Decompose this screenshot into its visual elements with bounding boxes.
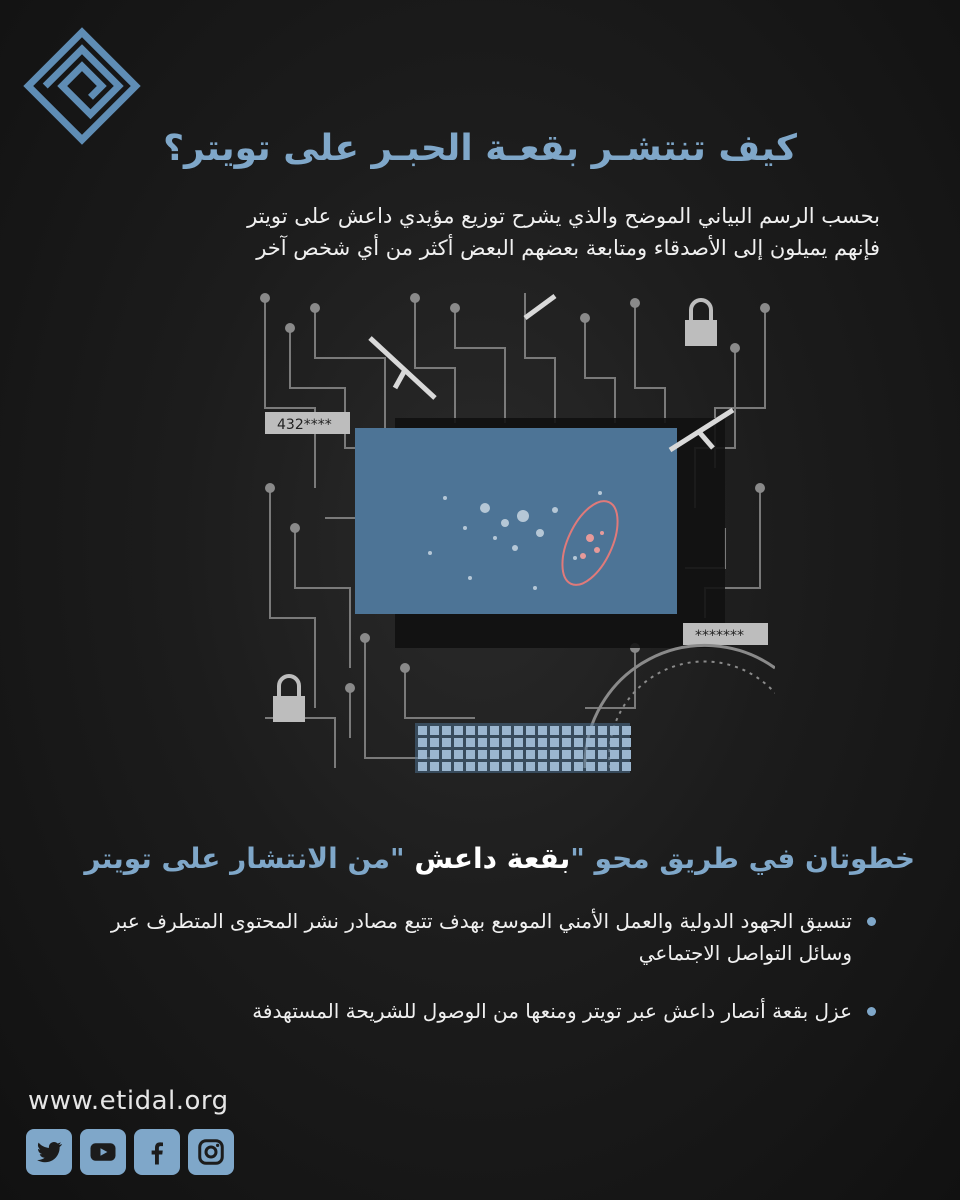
keyboard-key [430, 762, 439, 771]
steps-heading [40, 842, 915, 875]
keyboard-key [478, 762, 487, 771]
keyboard-key [586, 738, 595, 747]
screen [355, 428, 677, 614]
instagram-button[interactable] [188, 1129, 234, 1175]
steps-heading-part-1: خطوتان في طريق محو " [570, 842, 915, 875]
keyboard-key [562, 726, 571, 735]
keyboard-key [442, 738, 451, 747]
keyboard-key [550, 750, 559, 759]
keyboard-key [418, 738, 427, 747]
padlock-icon [273, 676, 305, 722]
keyboard-key [430, 750, 439, 759]
intro-line-1: بحسب الرسم البياني الموضح والذي يشرح توزيع مؤيدي داعش على تويتر [247, 204, 880, 228]
keyboard-key [562, 738, 571, 747]
keyboard-key [610, 762, 619, 771]
keyboard-key [574, 726, 583, 735]
list-item: عزل بقعة أنصار داعش عبر تويتر ومنعها من الوصول للشريحة المستهدفة [90, 995, 880, 1027]
facebook-button[interactable] [134, 1129, 180, 1175]
keyboard-key [526, 726, 535, 735]
keyboard-key [502, 750, 511, 759]
keyboard-key [490, 762, 499, 771]
keyboard-key [466, 750, 475, 759]
keyboard-key [478, 738, 487, 747]
keyboard-key [526, 738, 535, 747]
keyboard-key [622, 762, 631, 771]
keyboard-key [586, 750, 595, 759]
keyboard-key [490, 750, 499, 759]
keyboard-key [574, 738, 583, 747]
keyboard-key [442, 726, 451, 735]
keyboard-key [610, 750, 619, 759]
keyboard-key [574, 750, 583, 759]
website-link[interactable]: www.etidal.org [28, 1086, 229, 1116]
facebook-icon [142, 1137, 172, 1167]
keyboard-key [526, 762, 535, 771]
keyboard-key [550, 726, 559, 735]
keyboard-key [598, 738, 607, 747]
list-item: تنسيق الجهود الدولية والعمل الأمني الموسع بهدف تتبع مصادر نشر المحتوى المتطرف عبر وسائل التواصل الاجتماعي [90, 905, 880, 969]
keyboard-key [622, 726, 631, 735]
youtube-button[interactable] [80, 1129, 126, 1175]
keyboard-key [430, 726, 439, 735]
keyboard-key [538, 738, 547, 747]
keyboard-key [514, 750, 523, 759]
keyboard-key [514, 762, 523, 771]
steps-heading-part-2: "من الانتشار على تويتر [84, 842, 415, 875]
intro-line-2: فإنهم يميلون إلى الأصدقاء ومتابعة بعضهم البعض أكثر من أي شخص آخر [256, 236, 880, 260]
social-links [26, 1129, 234, 1175]
keyboard-key [514, 726, 523, 735]
code-label-1: 432**** [277, 417, 332, 433]
keyboard-key [442, 762, 451, 771]
keyboard-key [454, 750, 463, 759]
keyboard-key [418, 726, 427, 735]
keyboard-key [442, 750, 451, 759]
keyboard-key [454, 762, 463, 771]
code-label-2: ******* [695, 628, 744, 644]
keyboard-key [490, 726, 499, 735]
keyboard-key [562, 750, 571, 759]
keyboard-key [538, 762, 547, 771]
keyboard-key [454, 726, 463, 735]
twitter-button[interactable] [26, 1129, 72, 1175]
keyboard-key [418, 750, 427, 759]
keyboard-key [550, 738, 559, 747]
steps-list [90, 905, 880, 1053]
keyboard-key [430, 738, 439, 747]
instagram-icon [196, 1137, 226, 1167]
keyboard-key [610, 726, 619, 735]
keyboard-key [502, 762, 511, 771]
keyboard-key [598, 750, 607, 759]
keyboard-key [466, 738, 475, 747]
keyboard-key [526, 750, 535, 759]
keyboard-key [466, 762, 475, 771]
keyboard-key [610, 738, 619, 747]
keyboard-key [562, 762, 571, 771]
youtube-icon [88, 1137, 118, 1167]
keyboard-key [622, 750, 631, 759]
circuit-illustration [255, 288, 775, 793]
keyboard-key [538, 726, 547, 735]
keyboard-key [454, 738, 463, 747]
keyboard-key [478, 726, 487, 735]
keyboard-key [550, 762, 559, 771]
keyboard-key [514, 738, 523, 747]
keyboard-key [502, 738, 511, 747]
twitter-icon [34, 1137, 64, 1167]
keyboard-key [598, 726, 607, 735]
keyboard-key [418, 762, 427, 771]
keyboard-key [466, 726, 475, 735]
keyboard-key [586, 726, 595, 735]
keyboard-key [622, 738, 631, 747]
keyboard-key [574, 762, 583, 771]
keyboard-key [478, 750, 487, 759]
keyboard-key [586, 762, 595, 771]
rifle-icon [525, 296, 555, 318]
keyboard-key [490, 738, 499, 747]
intro-text [100, 200, 880, 264]
keyboard-key [538, 750, 547, 759]
padlock-icon [685, 300, 717, 346]
steps-heading-quoted: بقعة داعش [414, 842, 571, 875]
keyboard-key [502, 726, 511, 735]
keyboard-key [598, 762, 607, 771]
page-title: كيف تنتشـر بقعـة الحبـر على تويتر؟ [163, 128, 797, 169]
